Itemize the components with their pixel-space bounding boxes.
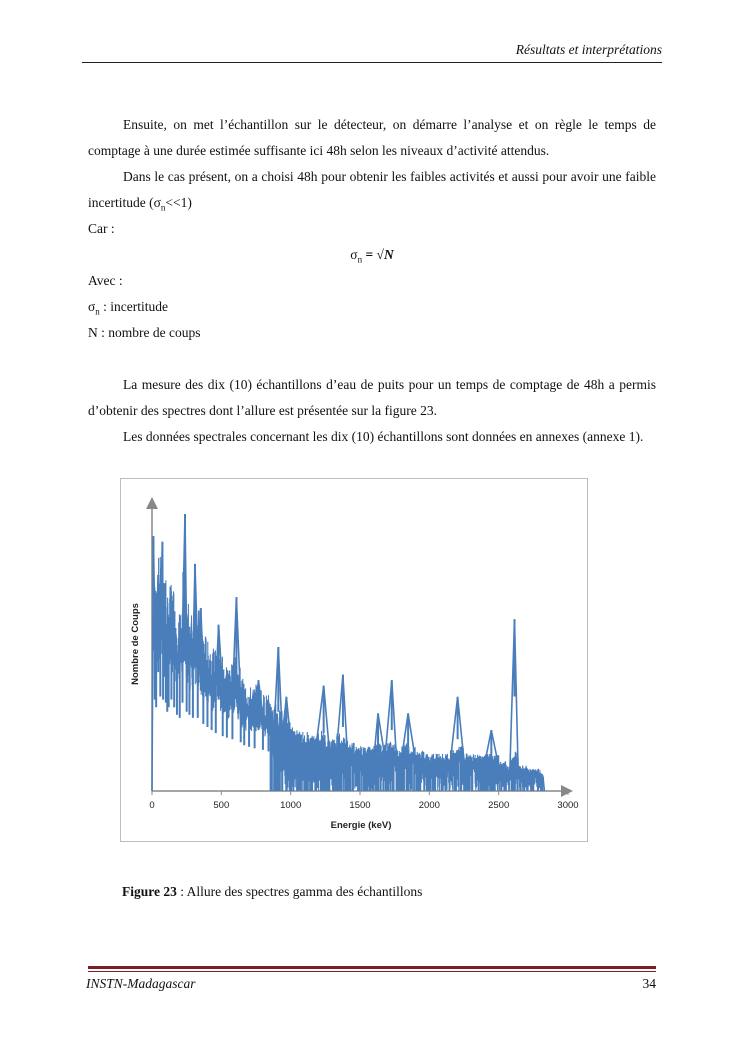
y-axis-label: Nombre de Coups — [130, 603, 141, 685]
footer-rule — [88, 966, 656, 969]
paragraph-4: Les données spectrales concernant les dix (10) échantillons sont données en annexes (annexe 1). — [123, 429, 644, 444]
paragraph-1: Ensuite, on met l’échantillon sur le détecteur, on démarre l’analyse et on règle le temps de comptage à une durée estimée suffisante ici 48h selon les niveaux d’activité attendus. — [88, 117, 656, 158]
running-header — [82, 38, 662, 63]
x-tick-label: 3000 — [557, 800, 579, 811]
footer-institution: INSTN-Madagascar — [86, 976, 196, 991]
running-title: Résultats et interprétations — [515, 42, 662, 57]
formula: $\sigma_n = √N$ — [350, 247, 394, 265]
avec-label: Avec : — [88, 273, 123, 288]
paragraph-3: La mesure des dix (10) échantillons d’eau de puits pour un temps de comptage de 48h a permis d’obtenir des spectres dont l’allure est présentée sur la figure 23. — [88, 377, 656, 418]
spectrum-chart-svg — [121, 479, 587, 841]
paragraph-2: Dans le cas présent, on a choisi 48h pour obtenir les faibles activités et aussi pour avoir une faible incertitude $(\sigma_n<<1)$ — [88, 169, 656, 213]
x-axis-label: Energie (keV) — [330, 820, 392, 831]
footer-rule-thin — [88, 971, 656, 972]
page-number: 34 — [642, 976, 656, 991]
footer — [86, 974, 656, 994]
x-tick-label: 2500 — [488, 800, 510, 811]
x-tick-label: 1500 — [349, 800, 371, 811]
definition-n: N : nombre de coups — [88, 325, 201, 340]
x-tick-label: 1000 — [280, 800, 302, 811]
figure-caption-text: : Allure des spectres gamma des échantillons — [176, 884, 423, 899]
figure-caption — [122, 884, 422, 900]
x-tick-label: 2000 — [418, 800, 440, 811]
body-text — [88, 112, 656, 450]
x-axis-arrow-icon — [561, 785, 573, 797]
figure-label: Figure 23 — [122, 884, 177, 899]
y-axis-arrow-icon — [146, 497, 158, 509]
x-tick-label: 500 — [213, 800, 230, 811]
car-label: Car : — [88, 221, 115, 236]
spectrum-series-noise — [155, 557, 543, 791]
x-tick-label: 0 — [149, 800, 155, 811]
definition-sigma: $\sigma_n$ : incertitude — [88, 299, 169, 317]
spectrum-chart — [120, 478, 588, 842]
